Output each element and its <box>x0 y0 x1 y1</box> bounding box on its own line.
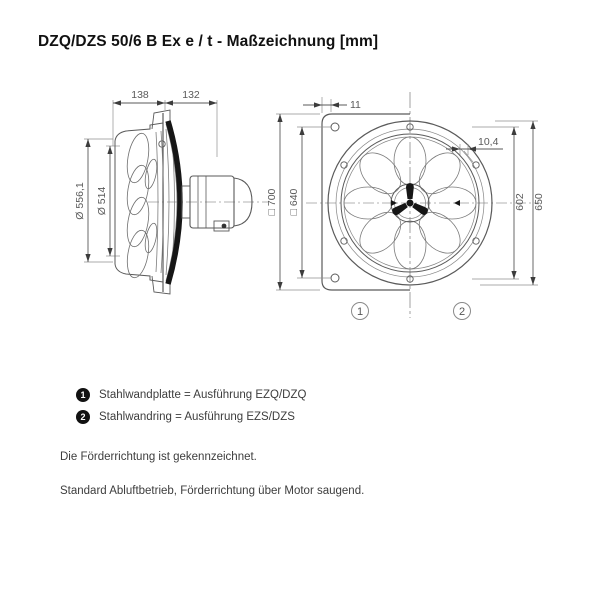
variant-1-marker: 1 <box>356 306 364 318</box>
dim-outer-diameter-label: Ø 556,1 <box>74 182 86 220</box>
dim-impeller-diameter-label: Ø 514 <box>96 186 108 216</box>
legend-label-1: Stahlwandplatte = Ausführung EZQ/DZQ <box>99 389 307 401</box>
legend-marker-2-number: 2 <box>80 412 86 422</box>
motor-terminal-detail <box>222 224 227 229</box>
dim-hole-square-label: □ 640 <box>288 188 300 216</box>
motor-side <box>182 176 252 231</box>
front-view-drawing <box>266 92 545 320</box>
direction-mark-left <box>391 200 397 206</box>
legend-item-ring <box>76 410 295 424</box>
legend-item-plate <box>76 388 306 402</box>
legend-marker-1 <box>76 388 90 402</box>
legend-marker-2 <box>76 410 90 424</box>
note-operation: Standard Abluftbetrieb, Förderrichtung über Motor saugend. <box>60 485 365 497</box>
side-view-extension-lines <box>84 100 217 262</box>
side-view-drawing <box>74 89 268 294</box>
legend-marker-1-number: 1 <box>80 390 86 400</box>
dim-ring-outer-label: 650 <box>533 193 545 211</box>
dim-offset <box>303 102 347 107</box>
variant-2-marker: 2 <box>458 306 466 318</box>
variant-markers <box>352 303 471 320</box>
direction-mark-right <box>454 200 460 206</box>
dim-bolt-circle-label: 602 <box>514 193 526 211</box>
guard-grille-rim <box>168 121 180 284</box>
impeller-blades-side <box>124 132 159 280</box>
dim-plate-square-label: □ 700 <box>266 188 278 216</box>
dim-depth-rear-label: 132 <box>182 89 200 101</box>
note-direction: Die Förderrichtung ist gekennzeichnet. <box>60 451 257 463</box>
wall-plate-square <box>322 114 410 290</box>
dim-depth-front-label: 138 <box>131 89 149 101</box>
dim-offset-label: 11 <box>350 99 361 111</box>
page-title: DZQ/DZS 50/6 B Ex e / t - Maßzeichnung [mm] <box>38 33 379 50</box>
legend-label-2: Stahlwandring = Ausführung EZS/DZS <box>99 411 295 423</box>
dim-hole-diameter-label: 10,4 <box>478 136 499 148</box>
